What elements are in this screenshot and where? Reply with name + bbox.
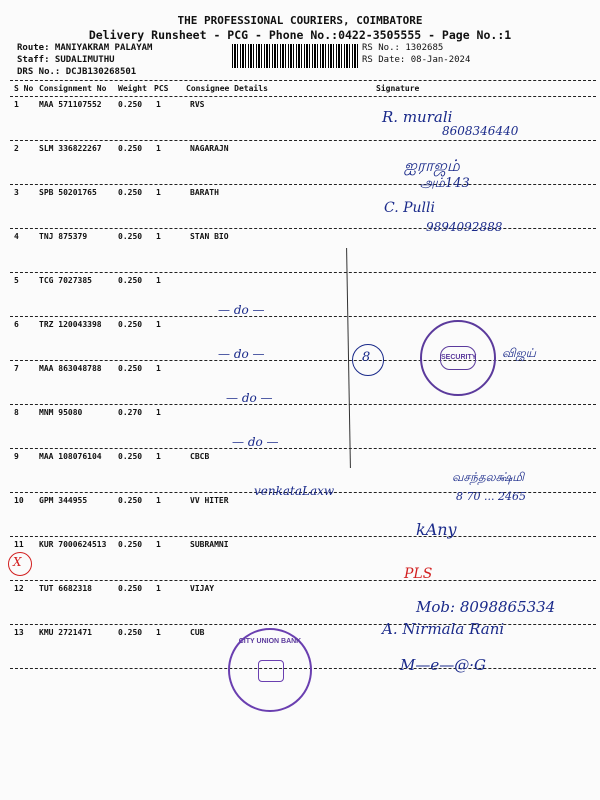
row-details: RVS <box>190 100 205 109</box>
table-row <box>0 276 600 320</box>
row-sno: 13 <box>14 628 24 637</box>
bank-stamp-emblem <box>258 660 284 682</box>
row-details: SUBRAMNI <box>190 540 229 549</box>
signature-r12-name: A. Nirmala Rani <box>382 620 505 638</box>
row-sno: 4 <box>14 232 19 241</box>
row-consignment: TRZ 120043398 <box>39 320 102 329</box>
col-pcs: PCS <box>154 84 169 93</box>
row-sno: 10 <box>14 496 24 505</box>
row-pcs: 1 <box>156 276 161 285</box>
bank-stamp-text: CITY UNION BANK <box>238 638 302 645</box>
row-weight: 0.250 <box>118 232 143 241</box>
row-consignment: MNM 95080 <box>39 408 83 417</box>
row-separator <box>10 536 596 537</box>
row-sno: 5 <box>14 276 19 285</box>
signature-r3-phone: 9894092888 <box>426 220 503 234</box>
row-separator <box>10 404 596 405</box>
staff-label: Staff: SUDALIMUTHU <box>17 55 115 65</box>
signature-r1-name: R. murali <box>382 108 453 126</box>
signature-r13: M—e—@·G <box>400 656 486 674</box>
row-pcs: 1 <box>156 320 161 329</box>
row-sno: 9 <box>14 452 19 461</box>
signature-r9-tamil: வசந்தலக்ஷ்மி <box>452 470 525 484</box>
row-separator <box>10 316 596 317</box>
signature-r6-tamil: விஜய் <box>502 346 536 360</box>
row-separator <box>10 624 596 625</box>
col-sno: S No <box>14 84 34 93</box>
row-weight: 0.250 <box>118 100 143 109</box>
row-consignment: TUT 6682318 <box>39 584 92 593</box>
company-title: THE PROFESSIONAL COURIERS, COIMBATORE <box>177 14 423 27</box>
row-sno: 1 <box>14 100 19 109</box>
row-pcs: 1 <box>156 452 161 461</box>
row-weight: 0.250 <box>118 276 143 285</box>
signature-r3-name: C. Pulli <box>384 200 435 216</box>
header-rule-bottom <box>10 96 596 97</box>
row-details: NAGARAJN <box>190 144 229 153</box>
row-sno: 12 <box>14 584 24 593</box>
col-signature: Signature <box>376 84 420 93</box>
row-pcs: 1 <box>156 188 161 197</box>
route-label: Route: MANIYAKRAM PALAYAM <box>17 43 153 53</box>
col-consignment: Consignment No <box>39 84 107 93</box>
row-sno: 6 <box>14 320 19 329</box>
signature-r2-tamil-b: அம்143 <box>420 176 470 191</box>
row-sno: 2 <box>14 144 19 153</box>
row-sno: 8 <box>14 408 19 417</box>
drs-number: DRS No.: DCJB130268501 <box>17 67 137 77</box>
row-pcs: 1 <box>156 100 161 109</box>
row-separator <box>10 448 596 449</box>
row-pcs: 1 <box>156 496 161 505</box>
table-row <box>0 188 600 232</box>
signature-r9-name: venkataLaxw <box>254 484 335 498</box>
table-row <box>0 540 600 584</box>
row-consignment: TCG 7027385 <box>39 276 92 285</box>
col-details: Consignee Details <box>186 84 268 93</box>
row-sno: 7 <box>14 364 19 373</box>
row-consignment: MAA 571107552 <box>39 100 102 109</box>
security-stamp-text: SECURITY <box>440 346 476 370</box>
row-separator <box>10 272 596 273</box>
row-consignment: KMU 2721471 <box>39 628 92 637</box>
signature-r10: kAny <box>416 520 457 539</box>
row-consignment: SLM 336822267 <box>39 144 102 153</box>
row-details: VIJAY <box>190 584 215 593</box>
row-pcs: 1 <box>156 408 161 417</box>
row-weight: 0.250 <box>118 144 143 153</box>
row-weight: 0.250 <box>118 540 143 549</box>
row-separator <box>10 228 596 229</box>
table-row <box>0 364 600 408</box>
header-rule-top <box>10 80 596 81</box>
row-consignment: MAA 863048788 <box>39 364 102 373</box>
ditto-r5: — do — <box>218 303 265 317</box>
runsheet-title: Delivery Runsheet - PCG - Phone No.:0422-3505555 - Page No.:1 <box>88 28 512 42</box>
table-row <box>0 408 600 452</box>
bank-stamp <box>228 628 312 712</box>
row-weight: 0.250 <box>118 364 143 373</box>
row-details: BARATH <box>190 188 219 197</box>
row-separator <box>10 580 596 581</box>
red-x-r11: X <box>13 555 22 569</box>
row-pcs: 1 <box>156 628 161 637</box>
security-stamp <box>420 320 496 396</box>
ditto-r8: — do — <box>232 435 279 449</box>
table-row <box>0 144 600 188</box>
row-sno: 11 <box>14 540 24 549</box>
circled-mark-glyph: 8 <box>362 350 371 365</box>
row-weight: 0.250 <box>118 320 143 329</box>
row-pcs: 1 <box>156 144 161 153</box>
row-consignment: GPM 344955 <box>39 496 88 505</box>
signature-r2-tamil: ஐராஜம் <box>404 156 460 175</box>
row-separator <box>10 140 596 141</box>
row-weight: 0.270 <box>118 408 143 417</box>
row-pcs: 1 <box>156 584 161 593</box>
row-pcs: 1 <box>156 232 161 241</box>
rs-number: RS No.: 1302685 <box>362 43 444 53</box>
row-details: CUB <box>190 628 205 637</box>
row-details: CBCB <box>190 452 210 461</box>
row-consignment: TNJ 875379 <box>39 232 88 241</box>
col-weight: Weight <box>118 84 147 93</box>
row-weight: 0.250 <box>118 628 143 637</box>
signature-r1-phone: 8608346440 <box>442 124 519 138</box>
barcode <box>232 44 358 68</box>
ditto-r6: — do — <box>218 347 265 361</box>
row-consignment: SPB 50201765 <box>39 188 97 197</box>
ditto-r7: — do — <box>226 391 273 405</box>
rs-date: RS Date: 08-Jan-2024 <box>362 55 471 65</box>
row-pcs: 1 <box>156 540 161 549</box>
row-weight: 0.250 <box>118 496 143 505</box>
row-sno: 3 <box>14 188 19 197</box>
row-weight: 0.250 <box>118 452 143 461</box>
mark-r11: PLS <box>404 566 433 582</box>
table-row <box>0 232 600 276</box>
row-weight: 0.250 <box>118 188 143 197</box>
row-consignment: KUR 7000624513 <box>39 540 107 549</box>
row-separator <box>10 184 596 185</box>
row-details: VV HITER <box>190 496 229 505</box>
row-pcs: 1 <box>156 364 161 373</box>
row-weight: 0.250 <box>118 584 143 593</box>
signature-r9-number: 8 70 ... 2465 <box>456 490 526 503</box>
signature-r12-mobile: Mob: 8098865334 <box>416 598 556 616</box>
row-details: STAN BIO <box>190 232 229 241</box>
row-consignment: MAA 108076104 <box>39 452 102 461</box>
